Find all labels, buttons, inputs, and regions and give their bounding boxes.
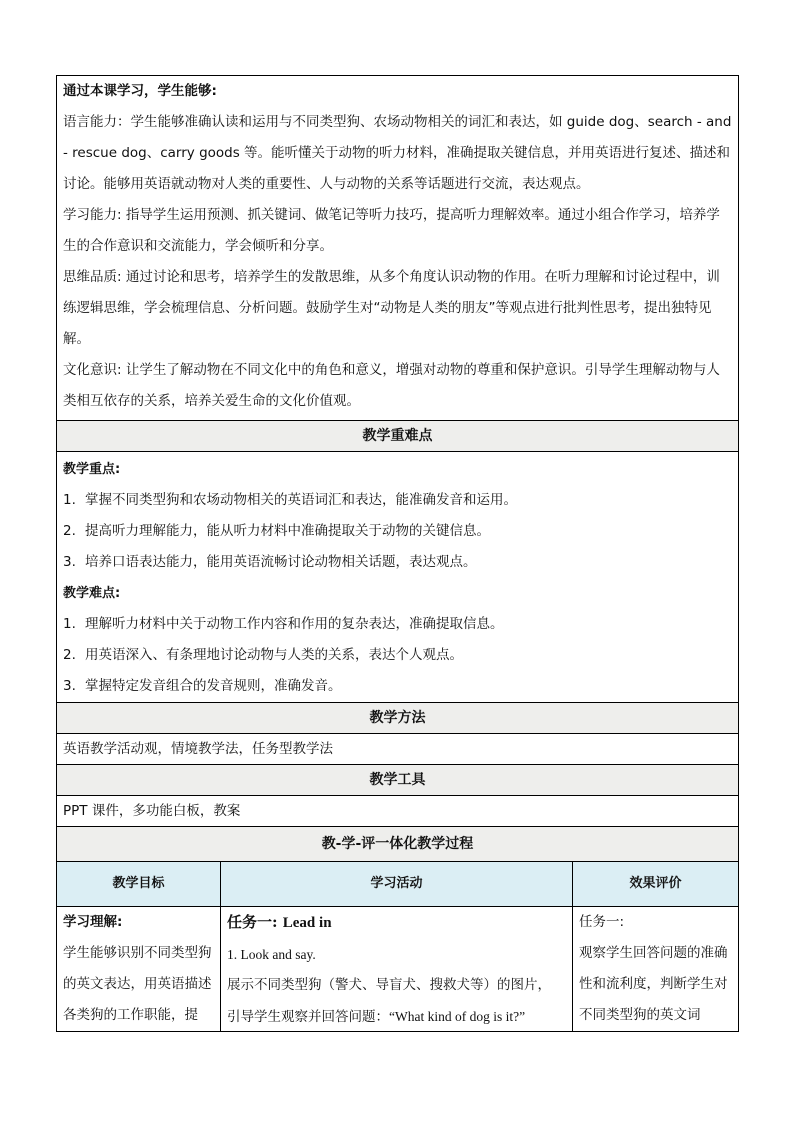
objectives-intro: 通过本课学习，学生能够: xyxy=(63,83,217,99)
tools-heading: 教学工具 xyxy=(57,765,739,796)
list-item: 1. 理解听力材料中关于动物工作内容和作用的复杂表达，准确提取信息。 xyxy=(63,616,504,632)
evaluation-cell xyxy=(573,907,739,1032)
activity-text-1: 展示不同类型狗（警犬、导盲犬、搜救犬等）的图片， xyxy=(227,977,551,993)
goal-text: 学生能够识别不同类型狗的英文表达，用英语描述各类狗的工作职能，提 xyxy=(63,945,212,1023)
key-points-label: 教学重点: xyxy=(63,462,121,477)
list-item: 3. 掌握特定发音组合的发音规则，准确发音。 xyxy=(63,678,342,694)
objective-thinking: 思维品质: 通过讨论和思考，培养学生的发散思维，从多个角度认识动物的作用。在听力理解和讨论过程中，训练逻辑思维，学会梳理信息、分析问题。鼓励学生对“动物是人类的朋友”等观点进行批判性思考，提出独特见解。 xyxy=(63,269,720,347)
objectives-cell xyxy=(57,76,739,421)
goal-cell xyxy=(57,907,221,1032)
method-cell xyxy=(57,734,739,765)
lesson-plan-table xyxy=(56,75,738,1032)
key-difficult-heading: 教学重难点 xyxy=(57,421,739,452)
difficult-points-label: 教学难点: xyxy=(63,586,121,601)
list-item: 2. 用英语深入、有条理地讨论动物与人类的关系，表达个人观点。 xyxy=(63,647,463,663)
column-header-goal: 教学目标 xyxy=(57,862,221,907)
objective-learning: 学习能力: 指导学生运用预测、抓关键词、做笔记等听力技巧，提高听力理解效率。通过小组合作学习，培养学生的合作意识和交流能力，学会倾听和分享。 xyxy=(63,207,720,254)
list-item: 2. 提高听力理解能力，能从听力材料中准确提取关于动物的关键信息。 xyxy=(63,523,490,539)
column-header-evaluation: 效果评价 xyxy=(573,862,739,907)
objective-culture: 文化意识: 让学生了解动物在不同文化中的角色和意义，增强对动物的尊重和保护意识。引导学生理解动物与人类相互依存的关系，培养关爱生命的文化价值观。 xyxy=(63,362,720,409)
goal-label: 学习理解: xyxy=(63,914,123,930)
objective-language: 语言能力：学生能够准确认读和运用与不同类型狗、农场动物相关的词汇和表达，如 guide dog、search - and - rescue dog、carry goods 等。能听懂关于动物的听力材料，准确提取关键信息，并用英语进行复述、描述和讨论。能够用英语就动物对人类的重要性、人与动物的关系等话题进行交流，表达观点。 xyxy=(63,114,732,192)
process-heading: 教-学-评一体化教学过程 xyxy=(57,827,739,862)
key-difficult-cell xyxy=(57,452,739,703)
evaluation-label: 任务一: xyxy=(579,914,625,930)
method-content: 英语教学活动观，情境教学法，任务型教学法 xyxy=(63,741,333,757)
evaluation-text: 观察学生回答问题的准确性和流利度，判断学生对不同类型狗的英文词 xyxy=(579,945,728,1023)
task-title: 任务一: Lead in xyxy=(227,913,332,931)
method-heading: 教学方法 xyxy=(57,703,739,734)
list-item: 3. 培养口语表达能力，能用英语流畅讨论动物相关话题，表达观点。 xyxy=(63,554,477,570)
activity-cell xyxy=(221,907,573,1032)
tools-content: PPT 课件，多功能白板，教案 xyxy=(63,803,241,819)
activity-text-2: 引导学生观察并回答问题：“What kind of dog is it?” xyxy=(227,1009,526,1025)
activity-step: 1. Look and say. xyxy=(227,947,316,962)
column-header-activity: 学习活动 xyxy=(221,862,573,907)
list-item: 1. 掌握不同类型狗和农场动物相关的英语词汇和表达，能准确发音和运用。 xyxy=(63,492,517,508)
tools-cell xyxy=(57,796,739,827)
